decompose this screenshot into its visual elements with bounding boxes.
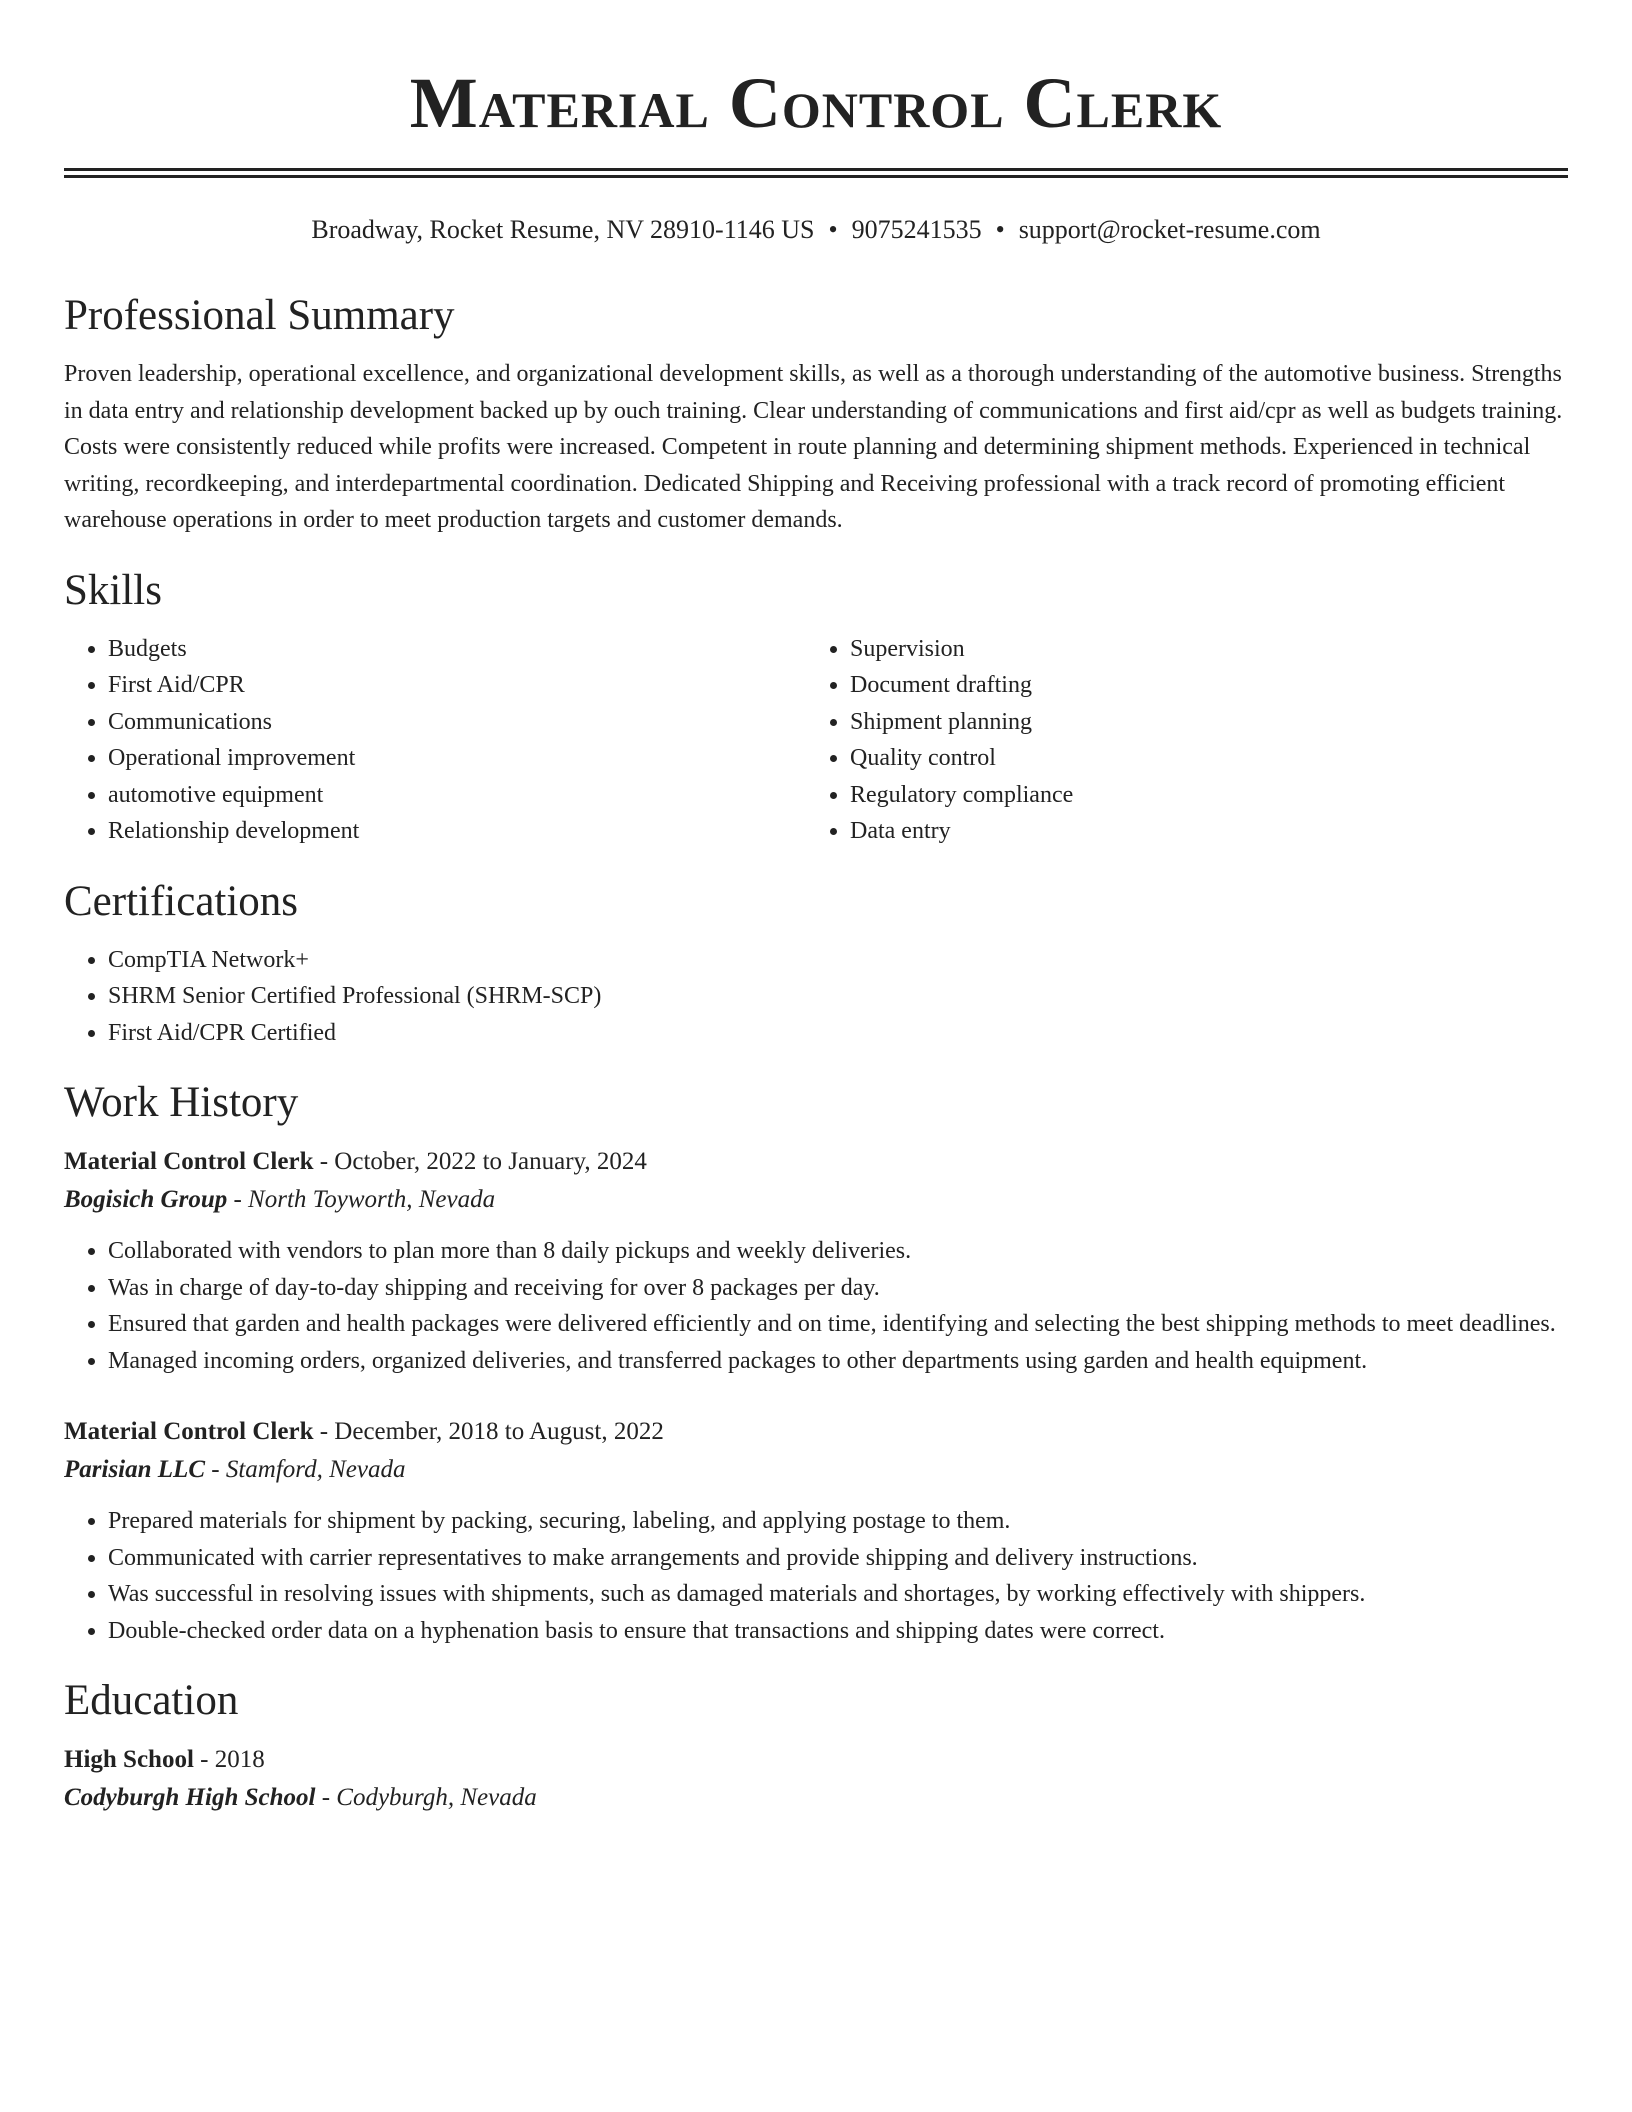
education-location: - Codyburgh, Nevada — [315, 1784, 537, 1811]
certification-item: • CompTIA Network+ — [108, 942, 1568, 979]
job-location: - Stamford, Nevada — [205, 1456, 406, 1483]
job-employer-line — [64, 1451, 1568, 1489]
summary-text: Proven leadership, operational excellence, and organizational development skills, as well as a thorough understanding of the automotive business. Strengths in data entry and relationship development backed up by ouch training. Clear understanding of communications and first aid/cpr as well as budgets training. Costs were consistently reduced while profits were increased. Competent in route planning and determining shipment methods. Experienced in technical writing, recordkeeping, and interdepartmental coordination. Dedicated Shipping and Receiving professional with a track record of promoting efficient warehouse operations in order to meet production targets and customer demands. — [64, 361, 1563, 533]
job-duty-item: • Was in charge of day-to-day shipping and receiving for over 8 packages per day. — [108, 1270, 1568, 1307]
job-employer: Parisian LLC — [64, 1456, 205, 1483]
skill-item: • First Aid/CPR — [108, 667, 806, 704]
summary-heading: Professional Summary — [64, 292, 455, 339]
job-role: Material Control Clerk — [64, 1148, 314, 1175]
certifications-heading: Certifications — [64, 877, 299, 925]
job-duty-item: • Communicated with carrier representatives to make arrangements and provide shipping and delivery instructions. — [108, 1540, 1568, 1577]
job-dates: - December, 2018 to August, 2022 — [313, 1418, 664, 1445]
contact-separator: • — [828, 215, 838, 244]
skill-item: • Regulatory compliance — [850, 777, 1548, 814]
skill-item: • Relationship development — [108, 813, 806, 850]
job-employer: Bogisich Group — [64, 1186, 228, 1213]
job-duties-list — [64, 1503, 1568, 1649]
skill-item: • Communications — [108, 704, 806, 741]
skill-item: • Shipment planning — [850, 704, 1548, 741]
header-divider — [64, 168, 1568, 178]
contact-email: support@rocket-resume.com — [1018, 215, 1321, 244]
contact-address: Broadway, Rocket Resume, NV 28910-1146 US — [311, 215, 815, 244]
skill-item: • Quality control — [850, 740, 1548, 777]
skill-item: • Budgets — [108, 631, 806, 668]
candidate-name: Material Control Clerk — [409, 63, 1223, 143]
education-year: - 2018 — [193, 1746, 265, 1773]
skills-list-right — [806, 631, 1548, 850]
skills-columns — [64, 631, 1568, 850]
education-degree-line — [64, 1741, 1568, 1779]
job-duties-list — [64, 1233, 1568, 1379]
job-dates: - October, 2022 to January, 2024 — [313, 1148, 647, 1175]
skill-item: • Supervision — [850, 631, 1548, 668]
job-location: - North Toyworth, Nevada — [227, 1186, 496, 1213]
education-entry — [64, 1741, 1568, 1817]
contact-separator: • — [995, 215, 1005, 244]
skills-column-left — [64, 631, 806, 850]
job-role: Material Control Clerk — [64, 1418, 314, 1445]
certification-item: • SHRM Senior Certified Professional (SHRM-SCP) — [108, 978, 1568, 1015]
skill-item: • Document drafting — [850, 667, 1548, 704]
job-duty-item: • Was successful in resolving issues with shipments, such as damaged materials and shortages, by working effectively with shippers. — [108, 1576, 1568, 1613]
education-degree: High School — [64, 1746, 194, 1773]
job-duty-item: • Ensured that garden and health packages were delivered efficiently and on time, identifying and selecting the best shipping methods to meet deadlines. — [108, 1306, 1568, 1343]
work-history-heading: Work History — [64, 1079, 299, 1126]
job-entry — [64, 1413, 1568, 1649]
job-duty-item: • Managed incoming orders, organized deliveries, and transferred packages to other departments using garden and health equipment. — [108, 1343, 1568, 1380]
job-entry — [64, 1143, 1568, 1379]
skill-item: • Operational improvement — [108, 740, 806, 777]
education-school-line — [64, 1779, 1568, 1817]
job-title-line — [64, 1143, 1568, 1181]
education-heading: Education — [64, 1677, 239, 1724]
skills-heading: Skills — [64, 566, 162, 614]
education-school: Codyburgh High School — [64, 1784, 316, 1811]
certifications-list — [64, 942, 1568, 1052]
skills-column-right — [806, 631, 1548, 850]
contact-line — [64, 214, 1568, 246]
certification-item: • First Aid/CPR Certified — [108, 1015, 1568, 1052]
skill-item: • automotive equipment — [108, 777, 806, 814]
job-employer-line — [64, 1181, 1568, 1219]
job-duty-item: • Double-checked order data on a hyphenation basis to ensure that transactions and shipping dates were correct. — [108, 1613, 1568, 1650]
job-title-line — [64, 1413, 1568, 1451]
skills-list-left — [64, 631, 806, 850]
contact-phone: 9075241535 — [851, 215, 982, 244]
job-duty-item: • Prepared materials for shipment by packing, securing, labeling, and applying postage to them. — [108, 1503, 1568, 1540]
skill-item: • Data entry — [850, 813, 1548, 850]
job-duty-item: • Collaborated with vendors to plan more than 8 daily pickups and weekly deliveries. — [108, 1233, 1568, 1270]
